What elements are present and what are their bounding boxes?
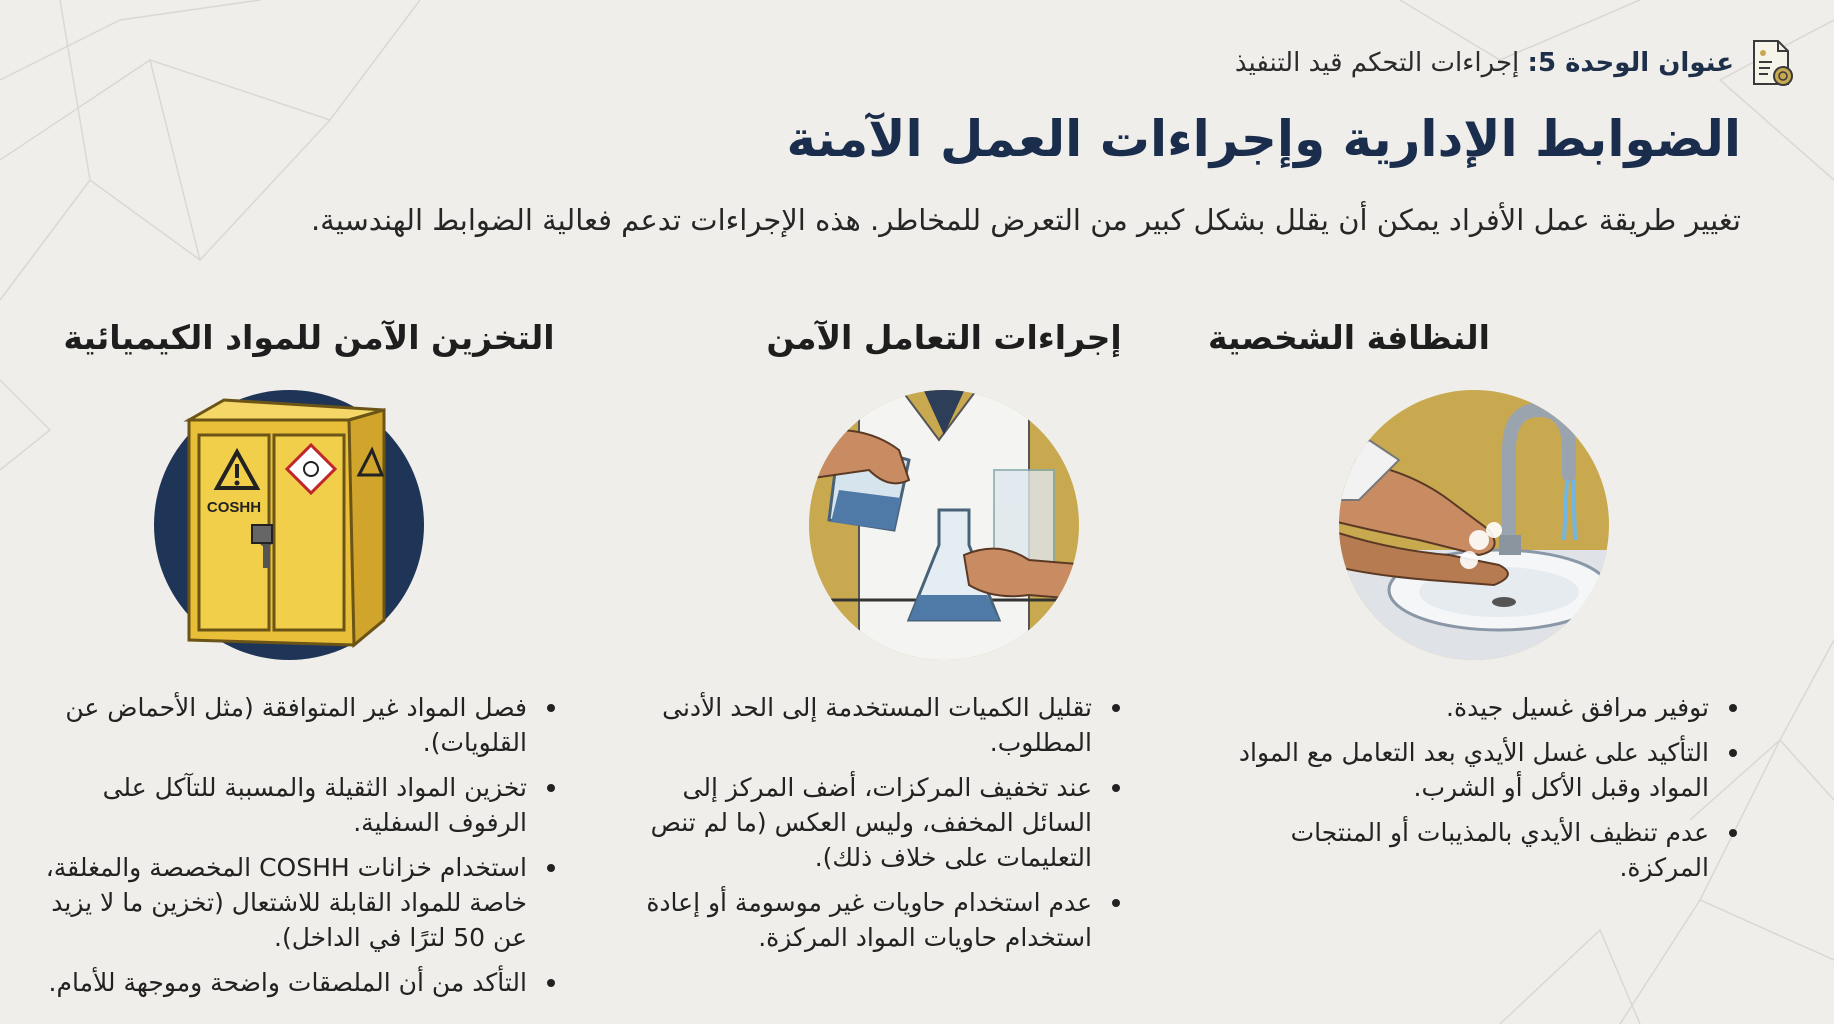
unit-title	[1235, 48, 1734, 78]
column-safe-storage	[49, 318, 569, 357]
bullet-list-handling	[644, 690, 1124, 965]
column-title: التخزين الآمن للمواد الكيميائية	[63, 318, 555, 357]
column-safe-handling	[684, 318, 1204, 357]
list-item: التأكد من أن الملصقات واضحة وموجهة للأمام.	[19, 965, 559, 1000]
list-item: عدم استخدام حاويات غير موسومة أو إعادة استخدام حاويات المواد المركزة.	[644, 885, 1124, 955]
page-subtitle: تغيير طريقة عمل الأفراد يمكن أن يقلل بشكل كبير من التعرض للمخاطر. هذه الإجراءات تدعم فعالية الضوابط الهندسية.	[310, 203, 1741, 237]
list-item: استخدام خزانات COSHH المخصصة والمغلقة، خاصة للمواد القابلة للاشتعال (تخزين ما لا يزيد عن 50 لترًا في الداخل).	[19, 850, 559, 955]
list-item: عدم تنظيف الأيدي بالمذيبات أو المنتجات المركزة.	[1211, 815, 1741, 885]
page-title: الضوابط الإدارية وإجراءات العمل الآمنة	[786, 110, 1741, 168]
list-item: تخزين المواد الثقيلة والمسببة للتآكل على الرفوف السفلية.	[19, 770, 559, 840]
list-item: توفير مرافق غسيل جيدة.	[1211, 690, 1741, 725]
column-title: النظافة الشخصية	[1208, 318, 1490, 357]
cabinet-label: COSHH	[206, 499, 262, 516]
list-item: التأكيد على غسل الأيدي بعد التعامل مع المواد المواد وقبل الأكل أو الشرب.	[1211, 735, 1741, 805]
unit-text: إجراءات التحكم قيد التنفيذ	[1234, 48, 1520, 78]
list-item: تقليل الكميات المستخدمة إلى الحد الأدنى المطلوب.	[644, 690, 1124, 760]
handwashing-sink-icon	[1329, 380, 1619, 670]
bullet-list-storage	[19, 690, 559, 1010]
unit-header	[1235, 38, 1794, 88]
column-title: إجراءات التعامل الآمن	[766, 318, 1122, 357]
chemical-cabinet-icon	[144, 380, 434, 670]
list-item: فصل المواد غير المتوافقة (مثل الأحماض عن القلويات).	[19, 690, 559, 760]
list-item: عند تخفيف المركزات، أضف المركز إلى السائل المخفف، وليس العكس (ما لم تنص التعليمات على خلاف ذلك).	[644, 770, 1124, 875]
document-coin-icon	[1748, 38, 1794, 88]
bullet-list-hygiene	[1211, 690, 1741, 895]
pouring-beaker-icon	[799, 380, 1089, 670]
unit-label: عنوان الوحدة 5:	[1527, 48, 1734, 78]
